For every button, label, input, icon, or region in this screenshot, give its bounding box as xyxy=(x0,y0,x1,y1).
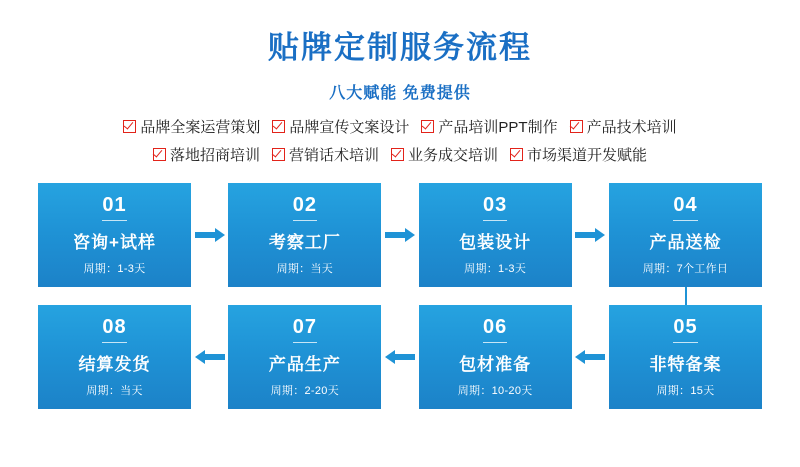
step-name: 非特备案 xyxy=(649,354,722,374)
check-icon xyxy=(421,120,434,133)
step-name: 结算发货 xyxy=(78,354,151,374)
feature-item xyxy=(272,144,379,165)
step-number: 08 xyxy=(102,317,126,343)
step-cycle: 周期：7个工作日 xyxy=(642,262,729,275)
page-title: 贴牌定制服务流程 xyxy=(268,30,532,65)
flow-step-01 xyxy=(38,183,191,287)
flow-diagram-page xyxy=(0,22,800,467)
step-number: 07 xyxy=(293,317,317,343)
feature-item xyxy=(510,144,647,165)
step-number: 03 xyxy=(483,195,507,221)
flow-step-05 xyxy=(609,305,762,409)
flow-step-03 xyxy=(419,183,572,287)
check-icon xyxy=(510,148,523,161)
flow-step-08 xyxy=(38,305,191,409)
arrow-left-icon xyxy=(572,305,609,409)
feature-item xyxy=(123,116,260,137)
feature-label: 产品技术培训 xyxy=(586,119,677,136)
feature-label: 产品培训PPT制作 xyxy=(438,119,558,136)
check-icon xyxy=(153,148,166,161)
step-number: 04 xyxy=(673,195,697,221)
step-name: 咨询+试样 xyxy=(73,232,156,252)
check-icon xyxy=(272,148,285,161)
feature-label: 品牌全案运营策划 xyxy=(140,119,261,136)
step-cycle: 周期：15天 xyxy=(656,384,715,397)
step-cycle: 周期：1-3天 xyxy=(83,262,146,275)
feature-label: 营销话术培训 xyxy=(288,147,379,164)
feature-item xyxy=(272,116,409,137)
feature-label: 品牌宣传文案设计 xyxy=(289,119,410,136)
connector-down-right xyxy=(609,287,762,305)
feature-label: 落地招商培训 xyxy=(169,147,260,164)
step-cycle: 周期：10-20天 xyxy=(457,384,533,397)
step-cycle: 周期：2-20天 xyxy=(270,384,340,397)
connector-line xyxy=(685,287,687,305)
feature-item xyxy=(421,116,557,137)
flow-row-top xyxy=(38,183,762,287)
check-icon xyxy=(391,148,404,161)
step-name: 考察工厂 xyxy=(268,232,341,252)
flow-step-07 xyxy=(228,305,381,409)
step-number: 05 xyxy=(673,317,697,343)
feature-label: 市场渠道开发赋能 xyxy=(527,147,648,164)
step-number: 02 xyxy=(293,195,317,221)
flow-step-02 xyxy=(228,183,381,287)
process-flow xyxy=(0,183,800,409)
step-cycle: 周期：当天 xyxy=(86,384,143,397)
step-name: 产品送检 xyxy=(649,232,722,252)
arrow-left-icon xyxy=(191,305,228,409)
check-icon xyxy=(123,120,136,133)
arrow-left-icon xyxy=(381,305,418,409)
feature-list xyxy=(0,116,800,165)
step-name: 包材准备 xyxy=(459,354,532,374)
step-number: 06 xyxy=(483,317,507,343)
step-cycle: 周期：1-3天 xyxy=(464,262,527,275)
check-icon xyxy=(272,120,285,133)
check-icon xyxy=(570,120,583,133)
page-subtitle: 八大赋能 免费提供 xyxy=(329,85,471,102)
feature-label: 业务成交培训 xyxy=(408,147,499,164)
feature-row-1 xyxy=(0,116,800,137)
arrow-right-icon xyxy=(572,183,609,287)
flow-step-04 xyxy=(609,183,762,287)
flow-step-06 xyxy=(419,305,572,409)
step-number: 01 xyxy=(102,195,126,221)
feature-item xyxy=(570,116,677,137)
arrow-right-icon xyxy=(381,183,418,287)
step-cycle: 周期：当天 xyxy=(276,262,334,275)
step-name: 产品生产 xyxy=(268,354,341,374)
flow-row-bottom xyxy=(38,305,762,409)
feature-item xyxy=(153,144,260,165)
arrow-right-icon xyxy=(191,183,228,287)
step-name: 包装设计 xyxy=(459,232,532,252)
feature-item xyxy=(391,144,498,165)
feature-row-2 xyxy=(0,144,800,165)
